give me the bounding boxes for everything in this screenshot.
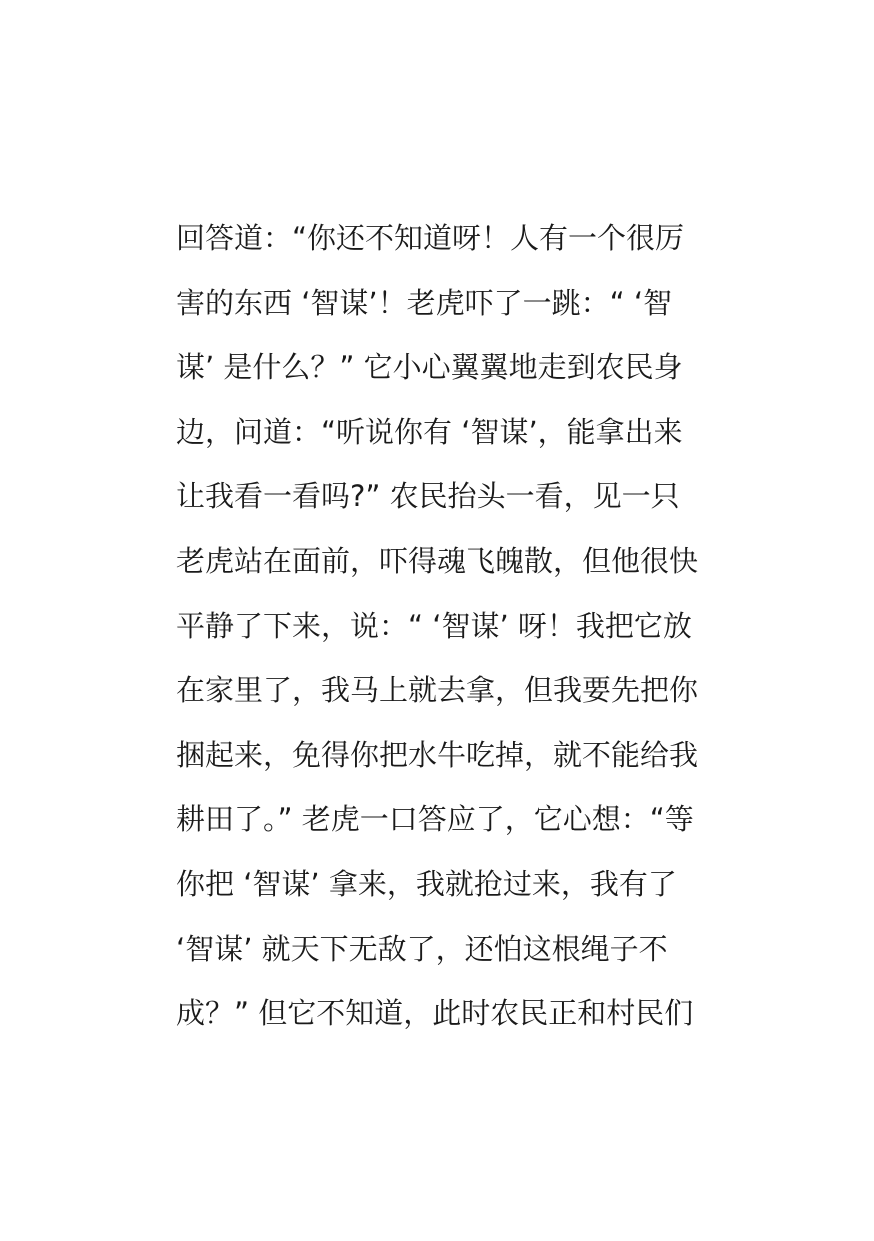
- text-line: 老虎站在面前，吓得魂飞魄散，但他很快: [176, 543, 699, 578]
- body-text: [176, 206, 706, 1046]
- text-line: ‘智谋’ 就天下无敌了，还怕这根绳子不: [176, 931, 668, 966]
- text-line: 让我看一看吗?” 农民抬头一看，见一只: [176, 479, 680, 514]
- text-line: 谋’ 是什么？” 它小心翼翼地走到农民身: [176, 350, 683, 385]
- text-line: 害的东西 ‘智谋’！老虎吓了一跳：“ ‘智: [176, 285, 673, 320]
- text-line: 成？” 但它不知道，此时农民正和村民们: [176, 996, 694, 1031]
- text-line: 你把 ‘智谋’ 拿来，我就抢过来，我有了: [176, 866, 677, 901]
- text-line: 平静了下来，说：“ ‘智谋’ 呀！我把它放: [176, 608, 692, 643]
- text-line: 边，问道：“听说你有 ‘智谋’，能拿出来: [176, 414, 683, 449]
- text-line: 在家里了，我马上就去拿，但我要先把你: [176, 673, 699, 708]
- text-line: 回答道：“你还不知道呀！人有一个很厉: [176, 221, 685, 255]
- text-line: 捆起来，免得你把水牛吃掉，就不能给我: [176, 737, 699, 772]
- text-line: 耕田了。” 老虎一口答应了，它心想：“等: [176, 802, 694, 837]
